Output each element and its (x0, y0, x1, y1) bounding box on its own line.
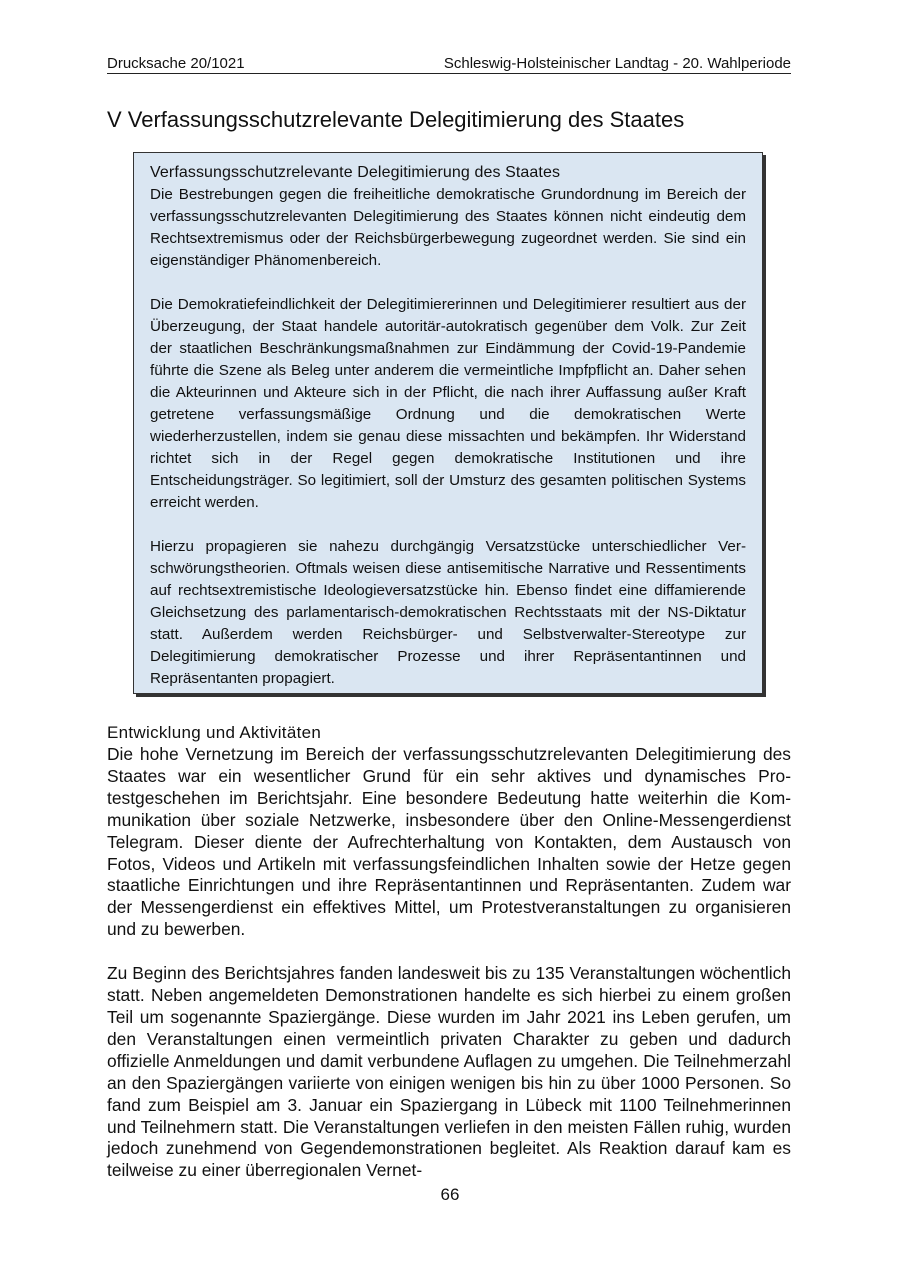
info-box (133, 152, 763, 694)
section-heading: Entwicklung und Aktivitäten (107, 723, 322, 742)
info-box-paragraph: Hierzu propagieren sie nahezu durchgängig Versatzstücke unterschiedlicher Verschwörungstheorien. Oftmals weisen diese antisemitische Narrative und Ressentiments auf rechtsextremistische Ideologieversatzstücke hin. Ebenso findet eine diffamierende Gleichsetzung des parlamentarisch-demokratischen Rechtsstaats mit der NS-Diktatur statt. Außerdem werden Reichsbürger- und Selbstverwalter-Stereotype zur Delegitimierung demokratischer Prozesse und ihrer Repräsentantinnen und Repräsentanten propagiert. (150, 538, 746, 687)
chapter-title: V Verfassungsschutzrelevante Delegitimierung des Staates (107, 107, 685, 132)
parliament-name: Schleswig-Holsteinischer Landtag - 20. Wahlperiode (443, 55, 791, 72)
section-body (107, 722, 791, 1204)
document-number: Drucksache 20/1021 (107, 55, 245, 72)
body-paragraph: Zu Beginn des Berichtsjahres fanden landesweit bis zu 135 Veranstaltungen wöchentlich statt. Neben angemeldeten Demonstrationen handelte es sich hierbei zu einem großen Teil um sogenannte Spaziergänge. Diese wurden im Jahr 2021 ins Leben gerufen, um den Veranstaltungen einen vermeintlich privaten Charakter zu geben und dadurch offizielle Anmeldungen und damit verbundene Auflagen zu umgehen. Die Teilnehmerzahl an den Spaziergängen variierte von einigen wenigen bis hin zu über 1000 Personen. So fand zum Beispiel am 3. Januar ein Spaziergang in Lübeck mit 1100 Teilnehmerinnen und Teilnehmern statt. Die Veranstaltungen verliefen in den meisten Fällen ruhig, wurden jedoch zunehmend von Gegendemonstrationen begleitet. Als Reaktion darauf kam es teilweise zu einer überregionalen Vernet- (107, 963, 791, 1181)
info-box-paragraph: Die Bestrebungen gegen die freiheitliche demokratische Grundordnung im Bereich der verfassungsschutzrelevanten Delegitimierung des Staates können nicht eindeutig dem Rechtsextremismus oder der Reichsbürgerbewegung zugeordnet werden. Sie sind ein eigenständiger Phänomenbereich. (150, 186, 746, 269)
page-number: 66 (440, 1185, 460, 1204)
page-header (107, 55, 791, 74)
info-box-paragraph: Die Demokratiefeindlichkeit der Delegitimiererinnen und Delegitimierer resultiert aus der Überzeugung, der Staat handele autoritär-autokratisch gegenüber dem Volk. Zur Zeit der staatlichen Beschränkungsmaßnahmen zur Eindämmung der Covid-19-Pandemie führte die Szene als Beleg unter anderem die vermeintliche Impfpflicht an. Daher sehen die Akteurinnen und Akteure sich in der Pflicht, die nach ihrer Auffassung außer Kraft getretene verfassungsmäßige Ordnung und die demokratischen Werte wiederherzustellen, indem sie genau diese missachten und bekämpfen. Ihr Widerstand richtet sich in der Regel gegen demokratische Institutionen und ihre Entscheidungsträger. So legitimiert, soll der Umsturz des gesamten politischen Systems erreicht werden. (150, 296, 746, 511)
info-box-title: Verfassungsschutzrelevante Delegitimierung des Staates (150, 164, 561, 181)
body-paragraph: Die hohe Vernetzung im Bereich der verfassungsschutzrelevanten Delegitimierung des Staates war ein wesentlicher Grund für ein sehr aktives und dynamisches Protestgeschehen im Berichtsjahr. Eine besondere Bedeutung hatte weiterhin die Kommunikation über soziale Netzwerke, insbesondere über den Online-Messengerdienst Telegram. Dieser diente der Aufrechterhaltung von Kontakten, dem Austausch von Fotos, Videos und Artikeln mit verfassungsfeindlichen Inhalten sowie der Hetze gegen staatliche Einrichtungen und ihre Repräsentantinnen und Repräsentanten. Zudem war der Messengerdienst ein effektives Mittel, um Protestveranstaltungen zu organisieren und zu bewerben. (107, 744, 791, 940)
